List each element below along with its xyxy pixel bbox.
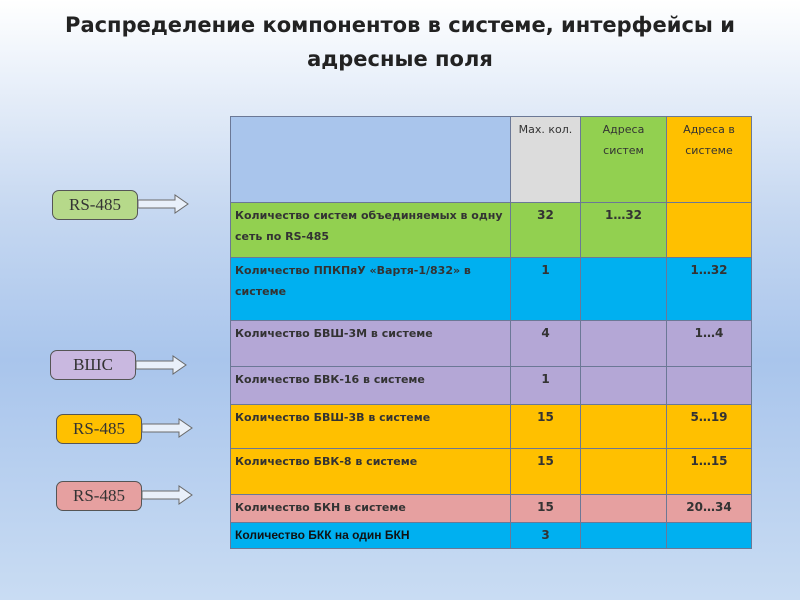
row-name: Количество БВК-8 в системе [231, 449, 511, 495]
header-cell-system-addresses: Адреса систем [581, 117, 667, 203]
row-system-addresses: 1…32 [581, 203, 667, 258]
arrow-right-icon [141, 418, 193, 438]
row-max: 4 [511, 321, 581, 367]
row-addresses-in-system [667, 367, 752, 405]
row-addresses-in-system: 1…15 [667, 449, 752, 495]
table-row [231, 405, 752, 449]
interface-label-rs485-bkn: RS-485 [56, 481, 142, 511]
header-cell-max: Мах. кол. [511, 117, 581, 203]
interface-label-rs485-network: RS-485 [52, 190, 138, 220]
header-cell-addresses-in-system: Адреса в системе [667, 117, 752, 203]
row-system-addresses [581, 321, 667, 367]
table-header-row [231, 117, 752, 203]
interface-label-rs485-bvsh: RS-485 [56, 414, 142, 444]
row-system-addresses [581, 523, 667, 549]
arrow-right-icon [137, 194, 189, 214]
row-name: Количество ППКПяУ «Вартя-1/832» в системе [231, 258, 511, 321]
arrow-right-icon [141, 485, 193, 505]
row-max: 1 [511, 367, 581, 405]
row-name: Количество БКН в системе [231, 495, 511, 523]
table-row [231, 321, 752, 367]
row-addresses-in-system [667, 523, 752, 549]
row-system-addresses [581, 495, 667, 523]
interface-label-vshs: ВШС [50, 350, 136, 380]
table-row [231, 495, 752, 523]
components-table [230, 116, 752, 549]
row-addresses-in-system: 1…4 [667, 321, 752, 367]
row-name: Количество БВШ-3М в системе [231, 321, 511, 367]
table-row [231, 523, 752, 549]
row-name: Количество БКК на один БКН [231, 523, 511, 549]
row-max: 15 [511, 449, 581, 495]
row-system-addresses [581, 258, 667, 321]
row-max: 1 [511, 258, 581, 321]
row-max: 3 [511, 523, 581, 549]
row-max: 15 [511, 405, 581, 449]
row-addresses-in-system: 5…19 [667, 405, 752, 449]
table-row [231, 258, 752, 321]
page-title: Распределение компонентов в системе, интерфейсы и адресные поля [65, 13, 735, 71]
row-name: Количество систем объединяемых в одну сеть по RS-485 [231, 203, 511, 258]
row-max: 15 [511, 495, 581, 523]
row-system-addresses [581, 367, 667, 405]
row-addresses-in-system: 20…34 [667, 495, 752, 523]
arrow-right-icon [135, 355, 187, 375]
row-system-addresses [581, 405, 667, 449]
table-row [231, 449, 752, 495]
table-row [231, 367, 752, 405]
table-row [231, 203, 752, 258]
row-name: Количество БВШ-3В в системе [231, 405, 511, 449]
row-addresses-in-system [667, 203, 752, 258]
row-name: Количество БВК-16 в системе [231, 367, 511, 405]
row-max: 32 [511, 203, 581, 258]
header-cell-name [231, 117, 511, 203]
row-system-addresses [581, 449, 667, 495]
row-addresses-in-system: 1…32 [667, 258, 752, 321]
